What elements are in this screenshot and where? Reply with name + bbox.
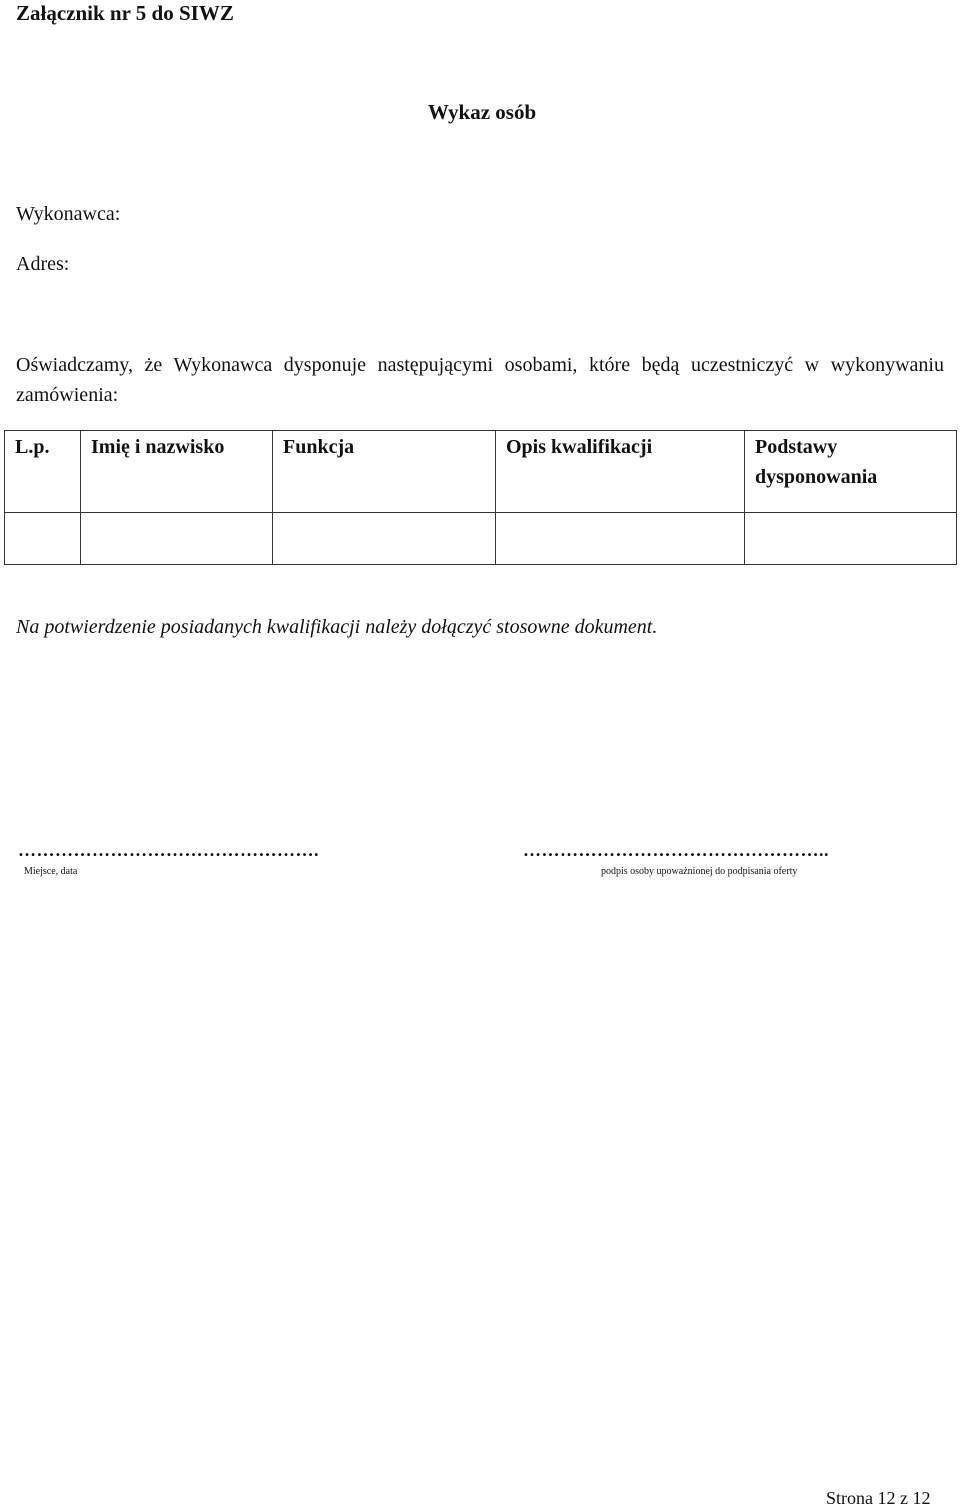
- signature-caption: podpis osoby upoważnionej do podpisania oferty: [601, 866, 798, 877]
- column-header-qualifications: Opis kwalifikacji: [496, 431, 745, 513]
- signature-line: …………………………………………..: [523, 840, 829, 860]
- column-header-function: Funkcja: [273, 431, 496, 513]
- qualification-note: Na potwierdzenie posiadanych kwalifikacji należy dołączyć stosowne dokument.: [16, 616, 658, 638]
- table-cell-qualifications[interactable]: [496, 513, 745, 565]
- table-header-row: [5, 431, 957, 513]
- table-cell-basis[interactable]: [745, 513, 957, 565]
- table-cell-function[interactable]: [273, 513, 496, 565]
- column-header-name: Imię i nazwisko: [81, 431, 273, 513]
- table-cell-lp[interactable]: [5, 513, 81, 565]
- table-row: [5, 513, 957, 565]
- address-label: Adres:: [16, 253, 70, 275]
- persons-table: [4, 430, 957, 565]
- column-header-basis: Podstawy dysponowania: [745, 431, 957, 513]
- attachment-title: Załącznik nr 5 do SIWZ: [16, 1, 234, 25]
- declaration-text: Oświadczamy, że Wykonawca dysponuje następującymi osobami, które będą uczestniczyć w wykonywaniu zamówienia:: [16, 354, 944, 406]
- page-number: Strona 12 z 12: [826, 1488, 931, 1508]
- document-title: Wykaz osób: [427, 100, 537, 124]
- place-date-caption: Miejsce, data: [24, 866, 78, 877]
- column-header-lp: L.p.: [5, 431, 81, 513]
- table-cell-name[interactable]: [81, 513, 273, 565]
- contractor-label: Wykonawca:: [16, 203, 121, 225]
- place-date-line: ………………………………………….: [18, 840, 319, 860]
